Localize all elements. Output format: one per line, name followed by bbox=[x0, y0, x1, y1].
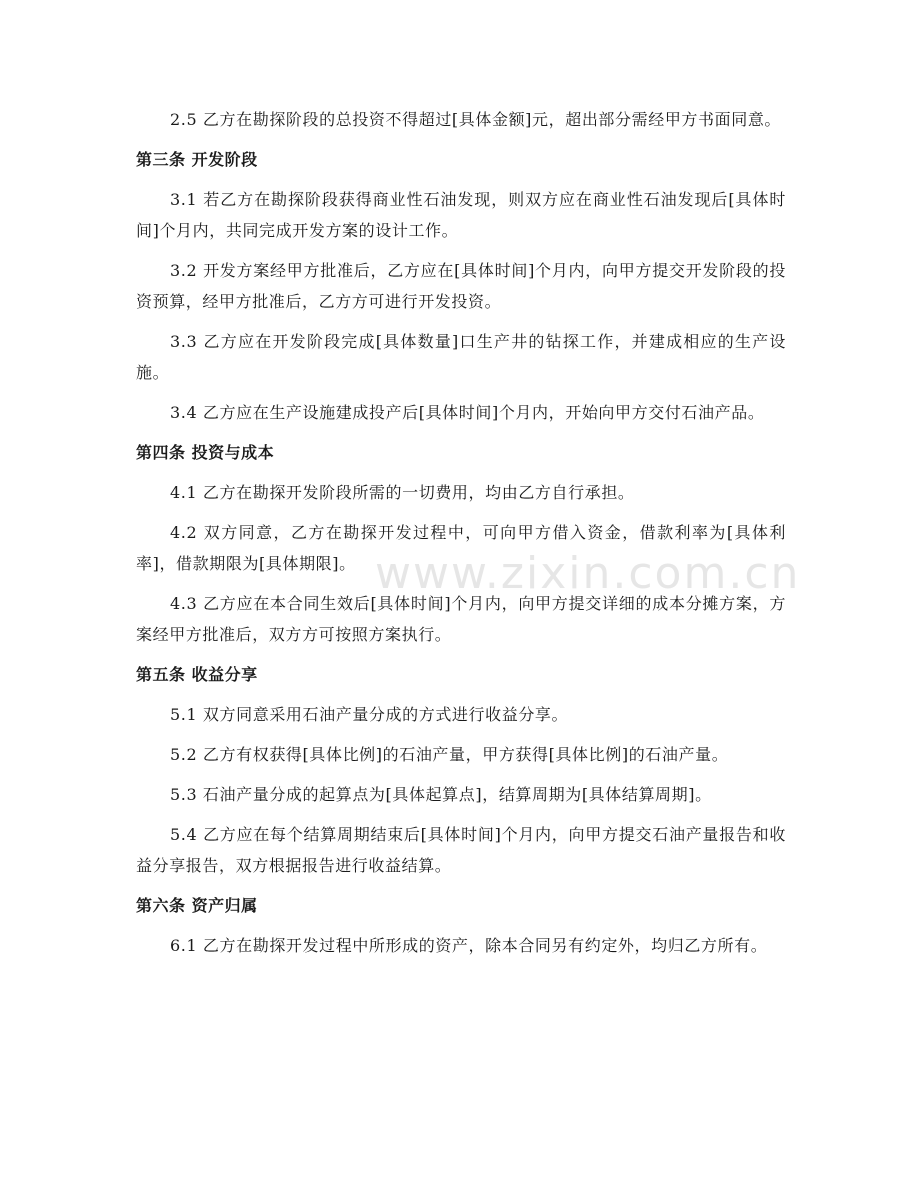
clause-2-5: 2.5 乙方在勘探阶段的总投资不得超过[具体金额]元，超出部分需经甲方书面同意。 bbox=[170, 110, 782, 129]
article-5-heading: 第五条 收益分享 bbox=[136, 665, 258, 684]
watermark-text: www.zixin.com.cn bbox=[375, 548, 801, 599]
clause-3-3: 3.3 乙方应在开发阶段完成[具体数量]口生产井的钻探工作，并建成相应的生产设施。 bbox=[136, 332, 786, 382]
clause-5-2: 5.2 乙方有权获得[具体比例]的石油产量，甲方获得[具体比例]的石油产量。 bbox=[170, 745, 729, 764]
clause-6-1: 6.1 乙方在勘探开发过程中所形成的资产，除本合同另有约定外，均归乙方所有。 bbox=[170, 936, 768, 955]
article-3-heading: 第三条 开发阶段 bbox=[136, 150, 258, 169]
clause-3-2: 3.2 开发方案经甲方批准后，乙方应在[具体时间]个月内，向甲方提交开发阶段的投资预算，经甲方批准后，乙方方可进行开发投资。 bbox=[136, 261, 786, 311]
clause-5-4: 5.4 乙方应在每个结算周期结束后[具体时间]个月内，向甲方提交石油产量报告和收益分享报告，双方根据报告进行收益结算。 bbox=[136, 825, 786, 875]
article-4-heading: 第四条 投资与成本 bbox=[136, 443, 275, 462]
document-body bbox=[136, 104, 786, 970]
clause-4-1: 4.1 乙方在勘探开发阶段所需的一切费用，均由乙方自行承担。 bbox=[170, 483, 635, 502]
clause-3-1: 3.1 若乙方在勘探阶段获得商业性石油发现，则双方应在商业性石油发现后[具体时间]个月内，共同完成开发方案的设计工作。 bbox=[136, 190, 786, 240]
clause-3-4: 3.4 乙方应在生产设施建成投产后[具体时间]个月内，开始向甲方交付石油产品。 bbox=[170, 403, 765, 422]
clause-5-1: 5.1 双方同意采用石油产量分成的方式进行收益分享。 bbox=[170, 705, 569, 724]
clause-5-3: 5.3 石油产量分成的起算点为[具体起算点]，结算周期为[具体结算周期]。 bbox=[170, 785, 712, 804]
clause-4-3: 4.3 乙方应在本合同生效后[具体时间]个月内，向甲方提交详细的成本分摊方案，方案经甲方批准后，双方方可按照方案执行。 bbox=[136, 594, 786, 644]
clause-4-2: 4.2 双方同意，乙方在勘探开发过程中，可向甲方借入资金，借款利率为[具体利率]，借款期限为[具体期限]。 bbox=[136, 523, 786, 573]
article-6-heading: 第六条 资产归属 bbox=[136, 896, 258, 915]
